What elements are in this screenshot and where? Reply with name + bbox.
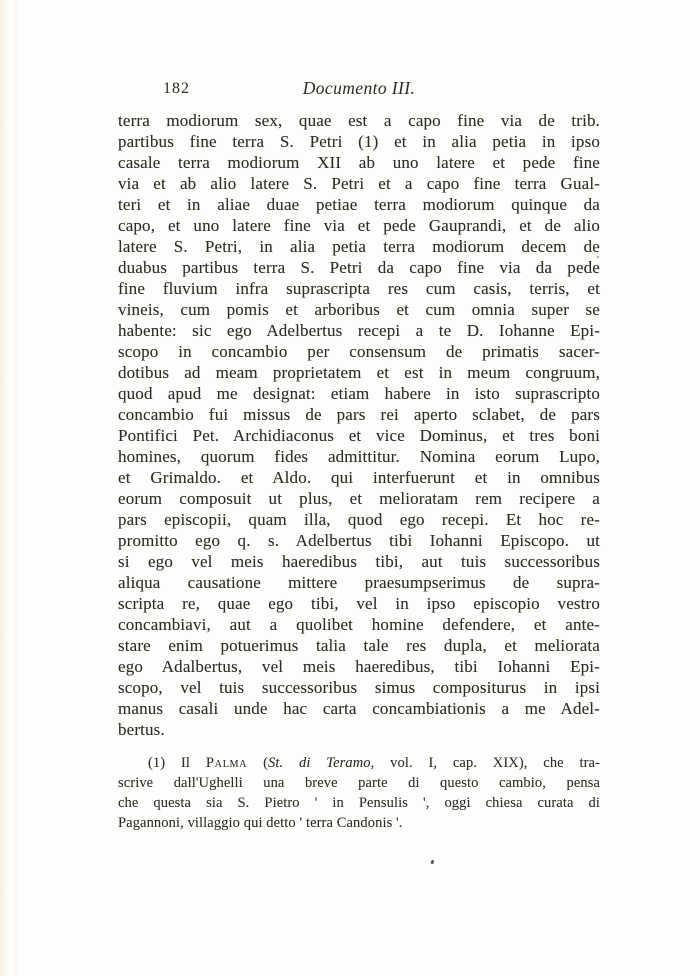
text-line: via et ab alio latere S. Petri et a capo fine terra Gual- bbox=[118, 174, 600, 193]
running-header-title: Documento III. bbox=[302, 78, 416, 98]
text-line: ego Adalbertus, vel meis haeredibus, tibi Iohanni Epi- bbox=[118, 657, 600, 676]
text-line: Pontifici Pet. Archidiaconus et vice Dominus, et tres boni bbox=[118, 426, 600, 445]
text-line: eorum composuit ut plus, et melioratam rem recipere a bbox=[118, 489, 600, 508]
footnote-block bbox=[118, 753, 600, 833]
footnote-marker-text: (1) Il bbox=[148, 755, 206, 771]
footnote-citation-rest: , vol. I, cap. XIX), che tra- bbox=[370, 755, 601, 771]
footnote-line: Pagannoni, villaggio qui detto ' terra Candonis '. bbox=[118, 815, 403, 831]
text-line: casale terra modiorum XII ab uno latere et pede fine bbox=[118, 153, 600, 172]
footnote-paren: ( bbox=[247, 755, 269, 771]
text-line: aliqua causatione mittere praesumpserimus de supra- bbox=[118, 573, 600, 592]
footnote-line: scrive dall'Ughelli una breve parte di questo cambio, pensa bbox=[118, 775, 600, 791]
page-number: 182 bbox=[163, 80, 190, 97]
text-line: scripta re, quae ego tibi, vel in ipso episcopio vestro bbox=[118, 594, 600, 613]
text-line: concambio fui missus de pars rei aperto sclabet, de pars bbox=[118, 405, 600, 424]
text-line: vineis, cum pomis et arboribus et cum omnia super se bbox=[118, 300, 600, 319]
text-line: partibus fine terra S. Petri (1) et in alia petia in ipso bbox=[118, 132, 600, 151]
text-line: manus casali unde hac carta concambiationis a me Adel- bbox=[118, 699, 600, 718]
text-line: stare enim potuerimus talia tale res dupla, et meliorata bbox=[118, 636, 600, 655]
ink-speck bbox=[431, 860, 435, 865]
document-body-text bbox=[118, 110, 600, 740]
text-line: capo, et uno latere fine via et pede Gauprandi, et de alio bbox=[118, 216, 600, 235]
text-line: teri et in aliae duae petiae terra modiorum quinque da bbox=[118, 195, 600, 214]
text-line: duabus partibus terra S. Petri da capo fine via da pede bbox=[118, 258, 600, 277]
text-line: terra modiorum sex, quae est a capo fine via de trib. bbox=[118, 111, 600, 130]
ink-speck bbox=[597, 256, 599, 258]
footnote-author-name: Palma bbox=[205, 755, 248, 771]
text-line: si ego vel meis haeredibus tibi, aut tuis successoribus bbox=[118, 552, 600, 571]
text-line: homines, quorum fides admittitur. Nomina eorum Lupo, bbox=[118, 447, 600, 466]
text-line: bertus. bbox=[118, 720, 165, 739]
text-line: latere S. Petri, in alia petia terra modiorum decem de bbox=[118, 237, 600, 256]
text-line: dotibus ad meam proprietatem et est in meum congruum, bbox=[118, 363, 600, 382]
text-line: promitto ego q. s. Adelbertus tibi Iohanni Episcopo. ut bbox=[118, 531, 600, 550]
footnote-rest-lines bbox=[118, 773, 600, 833]
text-line: concambiavi, aut a quolibet homine defendere, et ante- bbox=[118, 615, 600, 634]
text-line: et Grimaldo. et Aldo. qui interfuerunt et in omnibus bbox=[118, 468, 600, 487]
text-line: habente: sic ego Adelbertus recepi a te D. Iohanne Epi- bbox=[118, 321, 600, 340]
text-line: pars episcopii, quam illa, quod ego recepi. Et hoc re- bbox=[118, 510, 600, 529]
text-line: scopo, vel tuis successoribus simus compositurus in ipsi bbox=[118, 678, 600, 697]
scan-edge-tint bbox=[0, 0, 9, 976]
footnote-line: che questa sia S. Pietro ' in Pensulis ', oggi chiesa curata di bbox=[118, 795, 600, 811]
scan-edge-shadow bbox=[14, 0, 20, 976]
text-line: scopo in concambio per consensum de primatis sacer- bbox=[118, 342, 600, 361]
text-line: fine fluvium infra suprascripta res cum casis, terris, et bbox=[118, 279, 600, 298]
text-line: quod apud me designat: etiam habere in isto suprascripto bbox=[118, 384, 600, 403]
footnote-line-1 bbox=[118, 753, 600, 773]
footnote-work-title: St. di Teramo bbox=[268, 755, 371, 771]
